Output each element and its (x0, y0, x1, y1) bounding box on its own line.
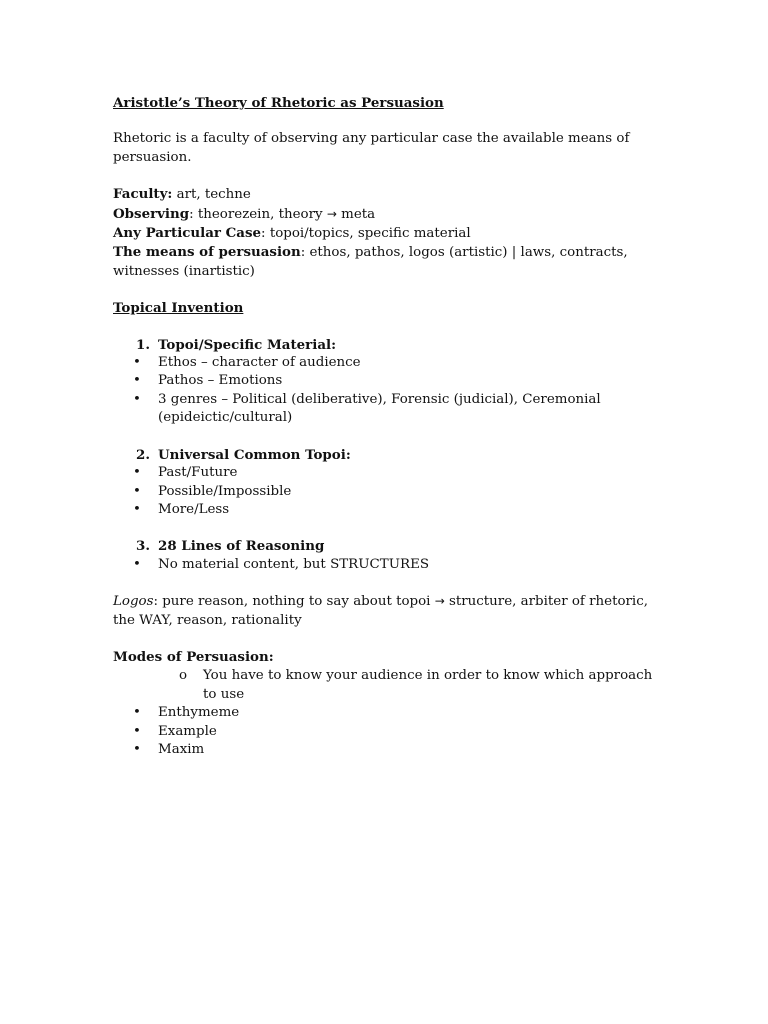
term-faculty (113, 185, 653, 204)
section-heading (113, 446, 653, 464)
list-item (113, 723, 653, 741)
section-number: 1. (136, 336, 150, 353)
section-number: 3. (136, 538, 150, 555)
section-title: 28 Lines of Reasoning (158, 538, 325, 555)
circle-bullet-icon: o (179, 668, 188, 684)
modes-heading-text: Modes of Persuasion: (113, 648, 274, 665)
section-number: 2. (136, 446, 150, 463)
bullet-icon: • (133, 391, 141, 407)
bullet-icon: • (133, 556, 141, 572)
list-item (113, 464, 653, 482)
term-observing (113, 205, 653, 224)
topical-invention-heading: Topical Invention (113, 300, 244, 317)
bullet-icon: • (133, 723, 141, 739)
term-particular-case (113, 224, 653, 243)
list-item (113, 372, 653, 390)
rhetoric-definition: Rhetoric is a faculty of observing any particular case the available means of persuasion. (113, 131, 630, 165)
bullet-icon: • (133, 355, 141, 371)
section-title: Topoi/Specific Material: (158, 336, 337, 353)
term-label: The means of persuasion (113, 244, 301, 261)
logos-text: structure, arbiter of rhetoric, the WAY, reason, rationality (113, 594, 648, 628)
sub-list-item-text: You have to know your audience in order to know which approach to use (203, 668, 653, 702)
document-body (113, 94, 653, 759)
list-item-text: More/Less (158, 501, 230, 517)
term-text: : ethos, pathos, logos (artistic) | laws, contracts, witnesses (inartistic) (113, 245, 628, 279)
list-item-text: Enthymeme (158, 705, 240, 721)
bullet-icon: • (133, 465, 141, 481)
list-item-text: Pathos – Emotions (158, 373, 283, 389)
bullet-icon: • (133, 741, 141, 757)
bullet-icon: • (133, 501, 141, 517)
list-item-text: No material content, but STRUCTURES (158, 556, 430, 572)
arrow-right-icon: → (434, 594, 445, 609)
list-item (113, 354, 653, 372)
term-text: meta (336, 206, 376, 222)
modes-heading (113, 648, 653, 667)
list-item (113, 704, 653, 722)
logos-paragraph (113, 592, 653, 630)
bullet-icon: • (133, 705, 141, 721)
term-text: art, techne (172, 187, 251, 203)
list-item-text: Ethos – character of audience (158, 355, 361, 371)
list-item-text: Past/Future (158, 465, 238, 481)
list-item (113, 741, 653, 759)
list-item-text: Example (158, 723, 217, 739)
sub-list-item (113, 667, 653, 704)
term-label: Faculty: (113, 186, 173, 203)
list-item-text: Maxim (158, 741, 205, 757)
term-text: : topoi/topics, specific material (261, 226, 471, 242)
document-title: Aristotle’s Theory of Rhetoric as Persuasion (113, 95, 444, 111)
list-item (113, 483, 653, 501)
bullet-icon: • (133, 483, 141, 499)
bullet-icon: • (133, 373, 141, 389)
term-label: Any Particular Case (113, 225, 262, 242)
list-item-text: Possible/Impossible (158, 483, 292, 499)
section-heading (113, 336, 653, 354)
section-title: Universal Common Topoi: (158, 446, 351, 463)
logos-label: Logos (113, 594, 154, 610)
list-item (113, 391, 653, 428)
list-item-text: 3 genres – Political (deliberative), Forensic (judicial), Ceremonial (epideictic/cultural) (158, 391, 601, 426)
logos-text: : pure reason, nothing to say about topoi (153, 594, 435, 610)
term-text: : theorezein, theory (189, 206, 327, 222)
term-label: Observing (113, 205, 190, 222)
section-heading (113, 537, 653, 555)
list-item (113, 501, 653, 519)
term-means (113, 243, 653, 281)
arrow-right-icon: → (326, 206, 337, 221)
list-item (113, 556, 653, 574)
